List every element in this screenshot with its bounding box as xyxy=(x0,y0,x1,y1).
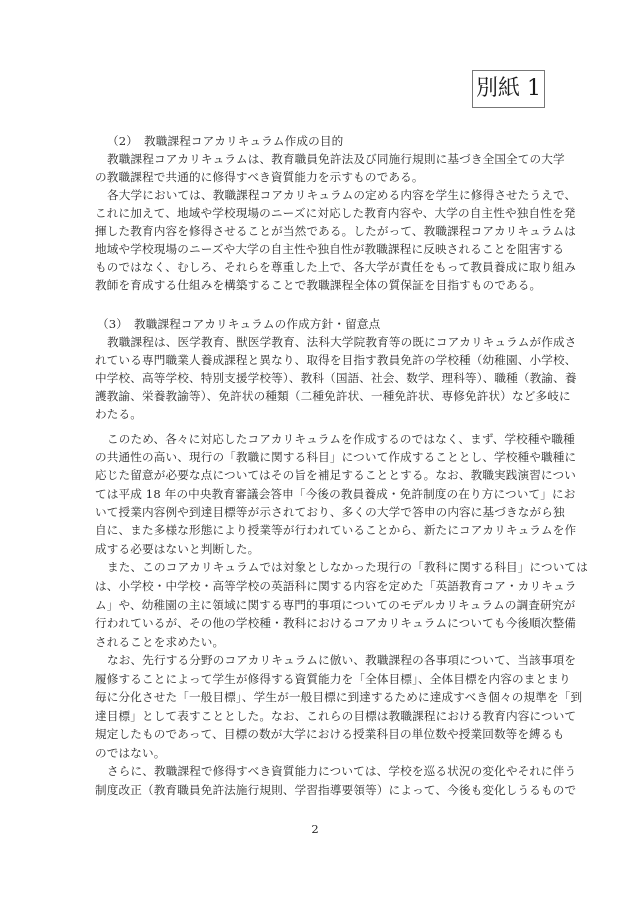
paragraph-line: ム」や、幼稚園の主に領域に関する専門的事項についてのモデルカリキュラムの調査研究が xyxy=(95,598,576,612)
paragraph-line: 達目標」として表すこととした。なお、これらの目標は教職課程における教育内容について xyxy=(95,709,577,723)
paragraph-line: 規定したものであって、目標の数が大学における授業科目の単位数や授業回数等を縛るも xyxy=(95,727,565,741)
paragraph-line: さらに、教職課程で修得すべき資質能力については、学校を巡る状況の変化やそれに伴う xyxy=(107,764,577,778)
paragraph-line: 教職課程コアカリキュラムは、教育職員免許法及び同施行規則に基づき全国全ての大学 xyxy=(107,152,565,166)
paragraph-line: わたる。 xyxy=(95,407,142,421)
paragraph-line: このため、各々に対応したコアカリキュラムを作成するのではなく、まず、学校種や職種 xyxy=(107,432,575,446)
paragraph-line: なお、先行する分野のコアカリキュラムに倣い、教職課程の各事項について、当該事項を xyxy=(107,653,577,667)
attachment-label-box xyxy=(472,70,545,108)
section-heading: （2） 教職課程コアカリキュラム作成の目的 xyxy=(107,134,344,148)
paragraph-line: 行われているが、その他の学校種・教科におけるコアカリキュラムについても今後順次整備 xyxy=(95,616,577,630)
paragraph-line: 制度改正（教育職員免許法施行規則、学習指導要領等）によって、今後も変化しうるもので xyxy=(95,783,577,797)
paragraph-line: 教師を育成する仕組みを構築することで教職課程全体の質保証を目指すものである。 xyxy=(95,278,542,292)
attachment-label: 別紙 1 xyxy=(476,76,541,101)
paragraph-line: 毎に分化させた「一般目標」、学生が一般目標に到達するために達成すべき個々の規準を「到 xyxy=(95,690,583,704)
paragraph-line: 成する必要はないと判断した。 xyxy=(95,542,260,556)
paragraph-line: 各大学においては、教職課程コアカリキュラムの定める内容を学生に修得させたうえで、 xyxy=(107,188,577,202)
paragraph-line: 揮した教育内容を修得させることが当然である。したがって、教職課程コアカリキュラムは xyxy=(95,224,577,238)
paragraph-line: 応じた留意が必要な点についてはその旨を補足することとする。なお、教職実践演習につい xyxy=(95,468,577,482)
paragraph-line: いて授業内容例や到達目標等が示されており、多くの大学で答申の内容に基づきながら独 xyxy=(95,505,565,519)
paragraph-line: のではない。 xyxy=(95,746,166,760)
paragraph-line: 自に、また多様な形態により授業等が行われていることから、新たにコアカリキュラムを作 xyxy=(95,523,577,537)
paragraph-line: また、このコアカリキュラムでは対象としなかった現行の「教科に関する科目」については xyxy=(107,560,589,574)
paragraph-line: 護教諭、栄養教諭等）、免許状の種類（二種免許状、一種免許状、専修免許状）など多岐に xyxy=(95,389,571,403)
paragraph-line: ては平成 18 年の中央教育審議会答申「今後の教員養成・免許制度の在り方について」にお xyxy=(95,487,576,501)
paragraph-line: ものではなく、むしろ、それらを尊重した上で、各大学が責任をもって教員養成に取り組み xyxy=(95,260,577,274)
paragraph-line: 中学校、高等学校、特別支援学校等）、教科（国語、社会、数学、理科等）、職種（教諭、養 xyxy=(95,371,577,385)
paragraph-line: は、小学校・中学校・高等学校の英語科に関する内容を定めた「英語教育コア・カリキュラ xyxy=(95,579,577,593)
section-heading: （3） 教職課程コアカリキュラムの作成方針・留意点 xyxy=(97,317,381,331)
paragraph-line: れている専門職業人養成課程と異なり、取得を目指す教員免許の学校種（幼稚園、小学校、 xyxy=(95,353,577,367)
paragraph-line: 履修することによって学生が修得する資質能力を「全体目標」、全体目標を内容のまとまり xyxy=(95,672,571,686)
paragraph-line: 地域や学校現場のニーズや大学の自主性や独自性が教職課程に反映されることを阻害する xyxy=(95,242,565,256)
paragraph-line: されることを求めたい。 xyxy=(95,635,225,649)
page-number: 2 xyxy=(311,822,319,836)
paragraph-line: これに加えて、地域や学校現場のニーズに対応した教育内容や、大学の自主性や独自性を発 xyxy=(95,206,576,220)
paragraph-line: の教職課程で共通的に修得すべき資質能力を示すものである。 xyxy=(95,170,424,184)
paragraph-line: 教職課程は、医学教育、獣医学教育、法科大学院教育等の既にコアカリキュラムが作成さ xyxy=(107,335,577,349)
paragraph-line: の共通性の高い、現行の「教職に関する科目」について作成することとし、学校種や職種に xyxy=(95,450,577,464)
